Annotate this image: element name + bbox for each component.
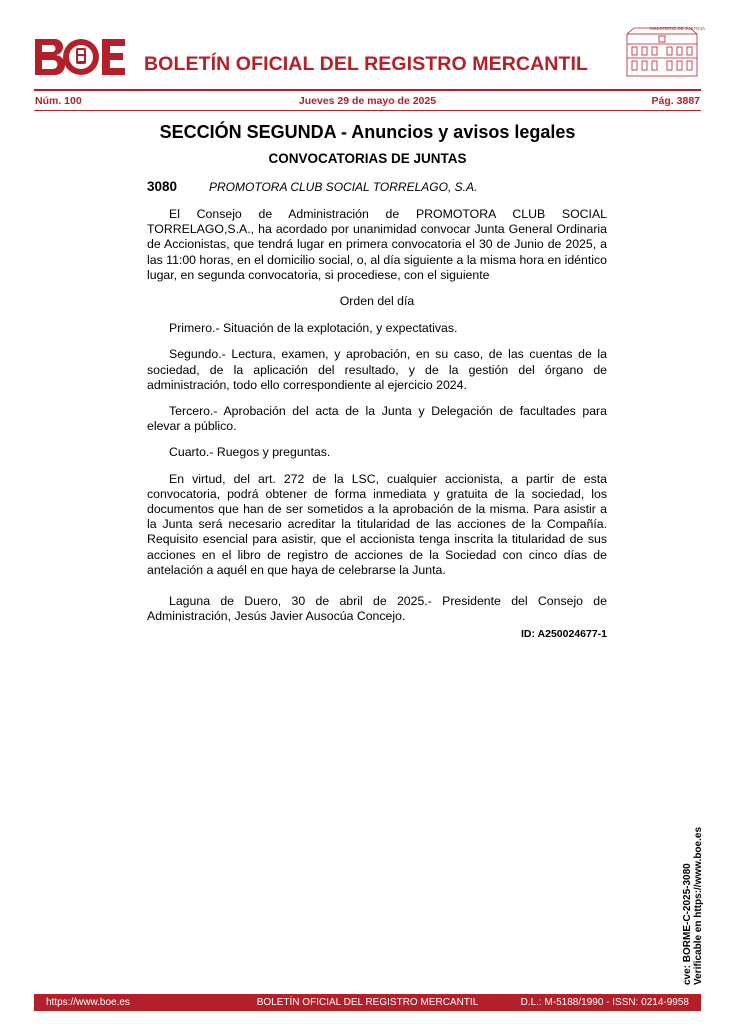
verify-link[interactable]: Verificable en https://www.boe.es xyxy=(693,826,704,985)
ministry-label: MINISTERIO DE JUSTICIA xyxy=(650,26,706,31)
header-divider xyxy=(34,89,701,91)
agenda-item: Cuarto.- Ruegos y preguntas. xyxy=(169,445,331,460)
ministry-emblem-icon xyxy=(624,24,700,78)
footer-bar xyxy=(34,994,701,1011)
company-name: PROMOTORA CLUB SOCIAL TORRELAGO, S.A. xyxy=(209,180,478,194)
publication-title: BOLETÍN OFICIAL DEL REGISTRO MERCANTIL xyxy=(144,53,588,75)
cve-code: cve: BORME-C-2025-3080 xyxy=(682,863,693,985)
closing-signature: Laguna de Duero, 30 de abril de 2025.- Presidente del Consejo de Administración, Jesús Javier Ausocúa Concejo. xyxy=(147,594,607,624)
meta-divider xyxy=(34,110,701,111)
legal-notice-paragraph: En virtud, del art. 272 de la LSC, cualquier accionista, a partir de esta convocatoria, podrá obtener de forma inmediata y gratuita de la sociedad, los documentos que han de ser sometidos a la aprobación de la misma. Para asistir a la Junta será necesario acreditar la titularidad de las acciones de la Compañía. Requisito esencial para asistir, que el accionista tenga inscrita la titularidad de sus acciones en el libro de registro de acciones de la Sociedad con cinco días de antelación a aquél en que haya de celebrarse la Junta. xyxy=(147,471,607,577)
footer-legal-info: D.L.: M-5188/1990 - ISSN: 0214-9958 xyxy=(520,997,689,1008)
agenda-item: Tercero.- Aprobación del acta de la Junta y Delegación de facultades para elevar a público. xyxy=(147,404,607,434)
footer-url-link[interactable]: https://www.boe.es xyxy=(46,997,130,1008)
agenda-heading: Orden del día xyxy=(339,294,415,309)
page-number: Pág. 3887 xyxy=(651,95,700,107)
subsection-title: CONVOCATORIAS DE JUNTAS xyxy=(268,151,467,166)
announcement-id: ID: A250024677-1 xyxy=(521,628,607,641)
announcement-number: 3080 xyxy=(147,179,178,194)
announcement-body xyxy=(147,207,607,654)
agenda-item: Segundo.- Lectura, examen, y aprobación, en su caso, de las cuentas de la sociedad, de la aplicación del resultado, y de la gestión del órgano de administración, todo ello correspondiente al ejercicio 2024. xyxy=(147,347,607,392)
boe-logo xyxy=(35,39,125,75)
issue-date: Jueves 29 de mayo de 2025 xyxy=(298,95,437,107)
agenda-item: Primero.- Situación de la explotación, y expectativas. xyxy=(169,321,458,336)
section-title: SECCIÓN SEGUNDA - Anuncios y avisos legales xyxy=(159,122,576,142)
intro-paragraph: El Consejo de Administración de PROMOTORA CLUB SOCIAL TORRELAGO,S.A., ha acordado por unanimidad convocar Junta General Ordinaria de Accionistas, que tendrá lugar en primera convocatoria el 30 de Junio de 2025, a las 11:00 horas, en el domicilio social, o, al día siguiente a la misma hora en idéntico lugar, en segunda convocatoria, si procediese, con el siguiente xyxy=(147,207,607,282)
verification-stamp xyxy=(682,827,704,985)
footer-publication-name: BOLETÍN OFICIAL DEL REGISTRO MERCANTIL xyxy=(256,997,479,1008)
issue-number: Núm. 100 xyxy=(35,95,82,107)
